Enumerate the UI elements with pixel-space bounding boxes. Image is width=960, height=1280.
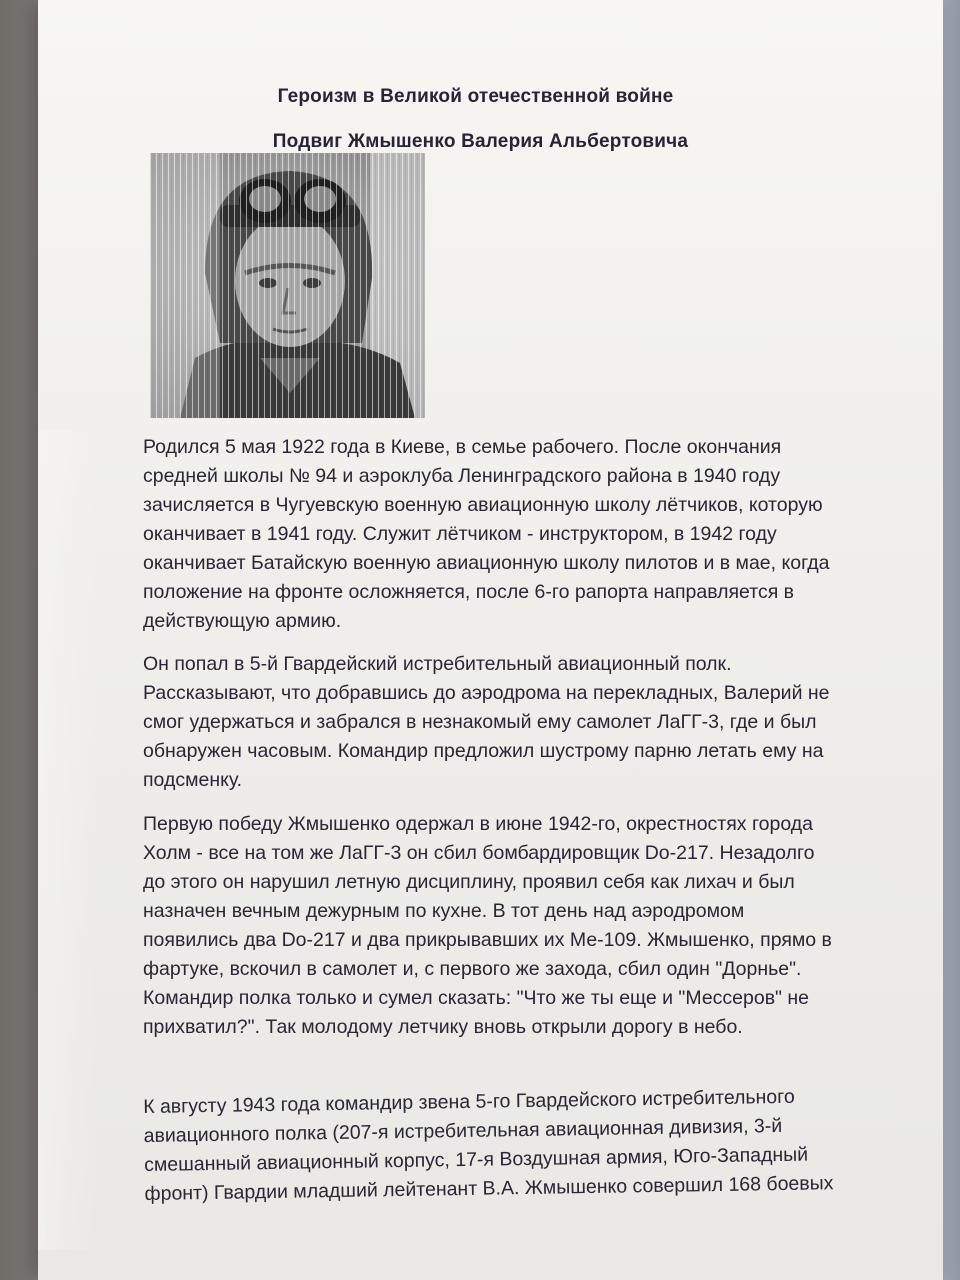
page-subtitle: Подвиг Жмышенко Валерия Альбертовича (272, 131, 689, 152)
paper-sheet (38, 0, 943, 1280)
print-fade-overlay (38, 430, 98, 1250)
text-line: появились два Do-217 и два прикрывавших их Ме-109. Жмышенко, прямо в (143, 929, 832, 951)
text-line: Он попал в 5-й Гвардейский истребительный авиационный полк. (143, 653, 732, 675)
paragraph-first-victory (143, 810, 933, 1042)
text-line: оканчивает в 1941 году. Служит лётчиком - инструктором, в 1942 году (143, 523, 777, 545)
text-line: смог удержаться и забрался в незнакомый ему самолет ЛаГГ-3, где и был (143, 711, 817, 733)
text-line: Рассказывают, что добравшись до аэродрома на перекладных, Валерий не (143, 682, 830, 704)
text-line: смешанный авиационный корпус, 17-я Воздушная армия, Юго-Западный (143, 1143, 809, 1176)
text-line: обнаружен часовым. Командир предложил шустрому парню летать ему на (143, 740, 824, 762)
text-line: Первую победу Жмышенко одержал в июне 1942-го, окрестностях города (143, 813, 813, 835)
text-line: до этого он нарушил летную дисциплину, проявил себя как лихач и был (143, 871, 795, 893)
page-title: Героизм в Великой отечественной войне (277, 86, 674, 107)
text-line: фронт) Гвардии младший лейтенант В.А. Жмышенко совершил 168 боевых (144, 1172, 834, 1205)
text-line: действующую армию. (143, 610, 342, 632)
paragraph-august-1943 (143, 1081, 935, 1209)
text-line: Командир полка только и сумел сказать: "Что же ты еще и "Мессеров" не (143, 987, 810, 1009)
pilot-portrait (150, 153, 425, 418)
paragraph-biography (143, 433, 933, 636)
text-line: авиационного полка (207-я истребительная авиационная дивизия, 3-й (143, 1114, 783, 1147)
text-line: прихватил?". Так молодому летчику вновь открыли дорогу в небо. (143, 1016, 743, 1038)
text-line: Холм - все на том же ЛаГГ-3 он сбил бомбардировщик Do-217. Незадолго (143, 842, 815, 864)
text-line: фартуке, вскочил в самолет и, с первого же захода, сбил один "Дорнье". (143, 958, 802, 980)
text-line: назначен вечным дежурным по кухне. В тот день над аэродромом (143, 900, 745, 922)
paragraph-regiment (143, 650, 933, 795)
text-line: Родился 5 мая 1922 года в Киеве, в семье рабочего. После окончания (143, 436, 782, 458)
text-line: подсменку. (143, 769, 243, 791)
text-line: положение на фронте осложняется, после 6-го рапорта направляется в (143, 581, 795, 603)
text-line: К августу 1943 года командир звена 5-го Гвардейского истребительного (143, 1085, 795, 1118)
text-line: средней школы № 94 и аэроклуба Ленинградского района в 1940 году (143, 465, 781, 487)
text-line: зачисляется в Чугуевскую военную авиационную школу лётчиков, которую (143, 494, 823, 516)
text-line: оканчивает Батайскую военную авиационную школу пилотов и в мае, когда (143, 552, 830, 574)
